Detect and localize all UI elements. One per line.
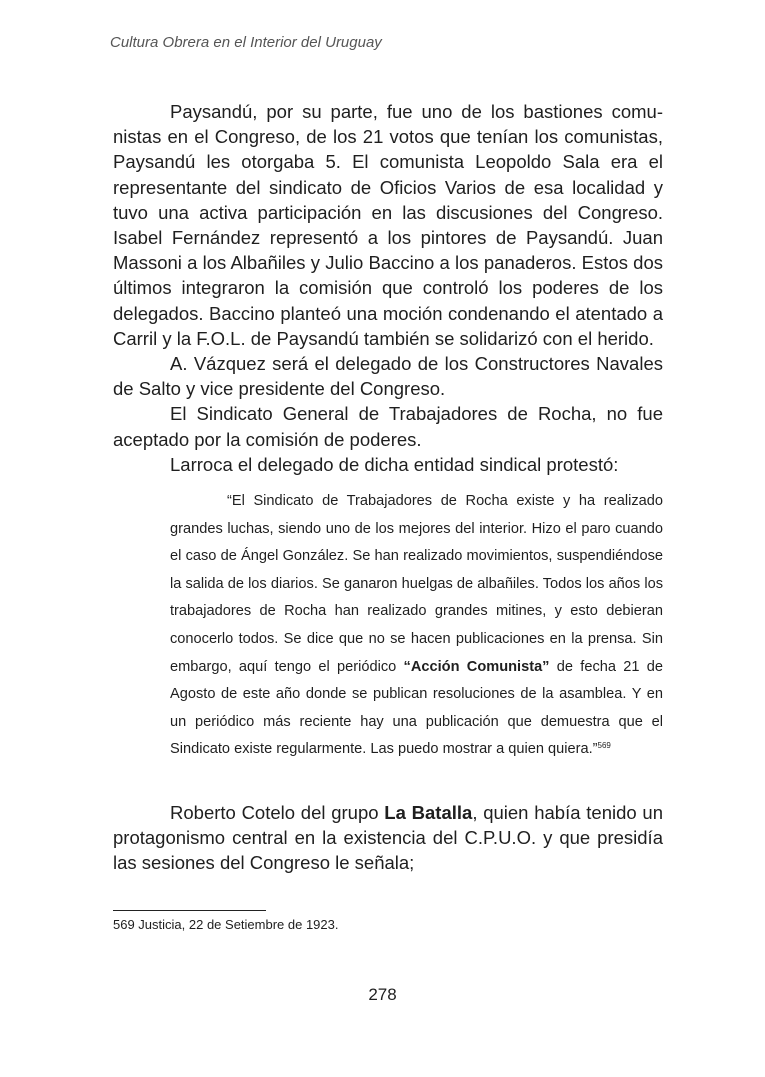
closing-text-after: , quien había tenido un protagonismo central en la existencia del C.P.U.O. y que presidía las sesiones del Congreso le señala; xyxy=(113,802,663,874)
paragraph: Larroca el delegado de dicha entidad sindical protestó: xyxy=(170,453,619,475)
footnote-reference: 569 xyxy=(597,741,611,751)
main-text xyxy=(113,99,663,477)
running-header: Cultura Obrera en el Interior del Uruguay xyxy=(110,34,382,51)
group-name: La Batalla xyxy=(384,802,473,823)
paragraph: El Sindicato General de Trabajadores de Rocha, no fue aceptado por la comisión de poderes. xyxy=(113,403,663,450)
footnote-divider xyxy=(113,910,266,911)
closing-text xyxy=(113,800,663,876)
paragraph: Paysandú, por su parte, fue uno de los bastiones comunistas en el Congreso, de los 21 votos que tenían los comunistas, Paysandú les otorgaba 5. El comunista Leopoldo Sala era el representante del sindicato de Oficios Varios de esa localidad y tuvo una activa participación en las discusiones del Congreso. Isabel Fernández representó a los pintores de Paysandú. Juan Massoni a los Albañiles y Julio Baccino a los panaderos. Estos dos últimos integraron la comisión que controló los poderes de los delegados. Baccino planteó una moción condenando el atentado a Carril y la F.O.L. de Paysandú también se solidarizó con el herido. xyxy=(113,101,663,349)
quote-newspaper-title: “Acción Comunista” xyxy=(403,658,550,675)
footnote: 569 Justicia, 22 de Setiembre de 1923. xyxy=(113,917,339,932)
page-number: 278 xyxy=(368,985,397,1004)
paragraph xyxy=(113,800,663,876)
paragraph: A. Vázquez será el delegado de los Constructores Navales de Salto y vice presidente del Congreso. xyxy=(113,353,663,400)
quote-text-before: “El Sindicato de Trabajadores de Rocha existe y ha realizado grandes luchas, siendo uno de los mejores del interior. Hizo el paro cuando el caso de Ángel González. Se han realizado movimientos, suspendiéndose la salida de los diarios. Se ganaron huelgas de albañiles. Todos los años los trabajadores de Rocha han realizado grandes mitines, y esto debieran conocerlo todos. Se dice que no se hacen publicaciones en la prensa. Sin embargo, aquí tengo el periódico xyxy=(170,493,663,675)
block-quote xyxy=(170,488,663,764)
quote-text-after: de fecha 21 de Agosto de este año donde se publican resoluciones de la asamblea. Y en un periódico más reciente hay una publicación que demuestra que el Sindicato existe regularmente. Las puedo mostrar a quien quiera.” xyxy=(170,658,663,758)
closing-text-before: Roberto Cotelo del grupo xyxy=(170,802,379,823)
